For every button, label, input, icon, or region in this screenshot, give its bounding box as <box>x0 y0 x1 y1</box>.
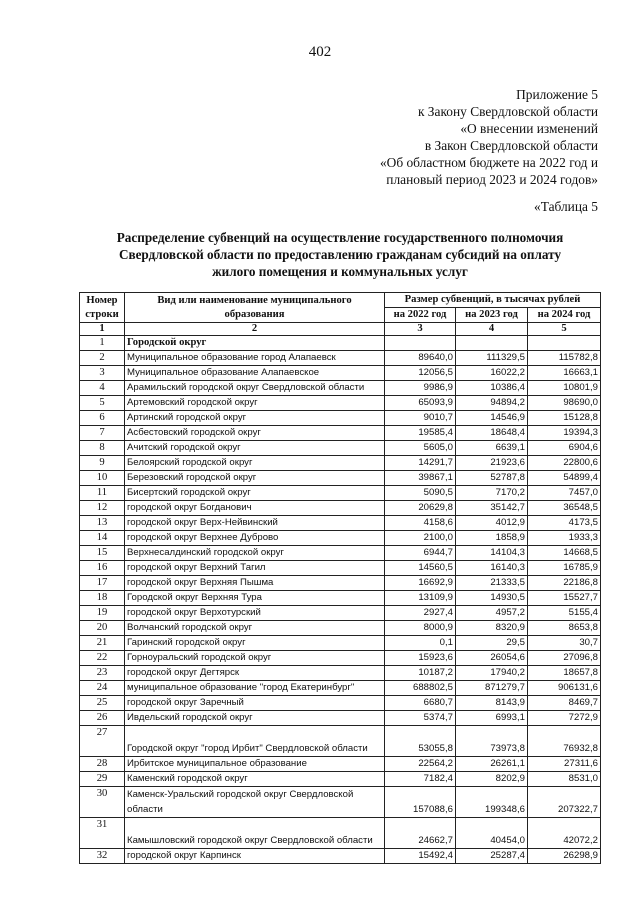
amount-2023-cell: 21923,6 <box>456 456 528 471</box>
row-number-cell: 28 <box>80 757 125 772</box>
amount-2024-cell: 4173,5 <box>528 516 601 531</box>
amount-2023-cell: 26054,6 <box>456 651 528 666</box>
table-row <box>80 772 601 787</box>
row-number-cell: 13 <box>80 516 125 531</box>
row-number-cell: 23 <box>80 666 125 681</box>
municipality-name-cell: Белоярский городской округ <box>125 456 385 471</box>
row-number-cell: 11 <box>80 486 125 501</box>
table-row <box>80 636 601 651</box>
municipality-name-cell: Каменск-Уральский городской округ Свердловской области <box>125 787 385 818</box>
table-row <box>80 366 601 381</box>
appendix-line: Приложение 5 <box>516 87 598 102</box>
amount-2023-cell: 8143,9 <box>456 696 528 711</box>
column-number: 3 <box>385 323 456 336</box>
amount-2024-cell: 906131,6 <box>528 681 601 696</box>
column-number: 2 <box>125 323 385 336</box>
row-number-cell: 31 <box>80 818 125 849</box>
table-row <box>80 651 601 666</box>
amount-2024-cell: 18657,8 <box>528 666 601 681</box>
amount-2023-cell: 4957,2 <box>456 606 528 621</box>
amount-2022-cell: 14560,5 <box>385 561 456 576</box>
municipality-name-cell: Городской округ <box>125 336 385 351</box>
row-number-cell: 10 <box>80 471 125 486</box>
column-number: 5 <box>528 323 601 336</box>
amount-2023-cell: 871279,7 <box>456 681 528 696</box>
amount-2023-cell: 16022,2 <box>456 366 528 381</box>
row-number-cell: 21 <box>80 636 125 651</box>
amount-2022-cell: 5605,0 <box>385 441 456 456</box>
amount-2023-cell: 10386,4 <box>456 381 528 396</box>
amount-2023-cell: 4012,9 <box>456 516 528 531</box>
municipality-name-cell: Горноуральский городской округ <box>125 651 385 666</box>
amount-2024-cell: 36548,5 <box>528 501 601 516</box>
table-row <box>80 757 601 772</box>
amount-2022-cell: 157088,6 <box>385 787 456 818</box>
subventions-table <box>79 292 601 864</box>
amount-2023-cell: 35142,7 <box>456 501 528 516</box>
page-number: 402 <box>308 44 332 60</box>
amount-2023-cell: 14930,5 <box>456 591 528 606</box>
amount-2024-cell: 27311,6 <box>528 757 601 772</box>
amount-2023-cell: 40454,0 <box>456 818 528 849</box>
header-amount-group: Размер субвенций, в тысячах рублей <box>385 293 601 308</box>
amount-2022-cell: 39867,1 <box>385 471 456 486</box>
table-row <box>80 336 601 351</box>
municipality-name-cell: городской округ Верхний Тагил <box>125 561 385 576</box>
header-2022: на 2022 год <box>385 308 456 323</box>
table-row <box>80 486 601 501</box>
row-number-cell: 8 <box>80 441 125 456</box>
municipality-name-cell: Муниципальное образование Алапаевское <box>125 366 385 381</box>
table-row <box>80 711 601 726</box>
table-row <box>80 576 601 591</box>
table-row <box>80 516 601 531</box>
amount-2024-cell: 42072,2 <box>528 818 601 849</box>
amount-2024-cell: 8653,8 <box>528 621 601 636</box>
amount-2022-cell: 65093,9 <box>385 396 456 411</box>
municipality-name-cell: Ирбитское муниципальное образование <box>125 757 385 772</box>
amount-2024-cell: 76932,8 <box>528 726 601 757</box>
amount-2023-cell: 52787,8 <box>456 471 528 486</box>
amount-2024-cell: 8469,7 <box>528 696 601 711</box>
row-number-cell: 22 <box>80 651 125 666</box>
municipality-name-cell: Бисертский городской округ <box>125 486 385 501</box>
table-row <box>80 531 601 546</box>
table-row <box>80 456 601 471</box>
amount-2023-cell: 14546,9 <box>456 411 528 426</box>
amount-2024-cell: 1933,3 <box>528 531 601 546</box>
row-number-cell: 24 <box>80 681 125 696</box>
amount-2024-cell: 10801,9 <box>528 381 601 396</box>
municipality-name-cell: Верхнесалдинский городской округ <box>125 546 385 561</box>
amount-2023-cell: 199348,6 <box>456 787 528 818</box>
amount-2023-cell: 25287,4 <box>456 849 528 864</box>
municipality-name-cell: Асбестовский городской округ <box>125 426 385 441</box>
municipality-name-cell: городской округ Верхотурский <box>125 606 385 621</box>
amount-2022-cell: 688802,5 <box>385 681 456 696</box>
row-number-cell: 32 <box>80 849 125 864</box>
amount-2022-cell: 2100,0 <box>385 531 456 546</box>
table-row <box>80 351 601 366</box>
table-row <box>80 501 601 516</box>
amount-2024-cell: 15128,8 <box>528 411 601 426</box>
amount-2023-cell: 8202,9 <box>456 772 528 787</box>
amount-2023-cell: 18648,4 <box>456 426 528 441</box>
municipality-name-cell: Артемовский городской округ <box>125 396 385 411</box>
table-row <box>80 696 601 711</box>
amount-2023-cell <box>456 336 528 351</box>
row-number-cell: 16 <box>80 561 125 576</box>
municipality-name-cell: Волчанский городской округ <box>125 621 385 636</box>
amount-2023-cell: 26261,1 <box>456 757 528 772</box>
amount-2024-cell: 207322,7 <box>528 787 601 818</box>
amount-2023-cell: 29,5 <box>456 636 528 651</box>
row-number-cell: 2 <box>80 351 125 366</box>
municipality-name-cell: Березовский городской округ <box>125 471 385 486</box>
appendix-line: «Об областном бюджете на 2022 год и <box>379 155 598 170</box>
row-number-cell: 14 <box>80 531 125 546</box>
amount-2024-cell: 16785,9 <box>528 561 601 576</box>
appendix-line: в Закон Свердловской области <box>424 138 598 153</box>
amount-2023-cell: 14104,3 <box>456 546 528 561</box>
amount-2023-cell: 6639,1 <box>456 441 528 456</box>
amount-2022-cell: 24662,7 <box>385 818 456 849</box>
title-line: Свердловской области по предоставлению гражданам субсидий на оплату <box>118 247 562 262</box>
amount-2023-cell: 94894,2 <box>456 396 528 411</box>
amount-2022-cell: 4158,6 <box>385 516 456 531</box>
column-number: 1 <box>80 323 125 336</box>
municipality-name-cell: городской округ Богданович <box>125 501 385 516</box>
municipality-name-cell: муниципальное образование "город Екатеринбург" <box>125 681 385 696</box>
row-number-cell: 29 <box>80 772 125 787</box>
appendix-reference <box>380 86 598 188</box>
amount-2024-cell: 8531,0 <box>528 772 601 787</box>
table-row <box>80 546 601 561</box>
row-number-cell: 17 <box>80 576 125 591</box>
amount-2024-cell: 22800,6 <box>528 456 601 471</box>
municipality-name-cell: Ивдельский городской округ <box>125 711 385 726</box>
amount-2022-cell: 89640,0 <box>385 351 456 366</box>
appendix-line: «О внесении изменений <box>460 121 598 136</box>
table-row <box>80 726 601 757</box>
amount-2024-cell: 22186,8 <box>528 576 601 591</box>
amount-2022-cell: 5374,7 <box>385 711 456 726</box>
table-label: «Таблица 5 <box>534 199 598 214</box>
amount-2024-cell: 5155,4 <box>528 606 601 621</box>
appendix-line: к Закону Свердловской области <box>417 104 598 119</box>
municipality-name-cell: городской округ Верхнее Дуброво <box>125 531 385 546</box>
amount-2022-cell: 53055,8 <box>385 726 456 757</box>
row-number-cell: 20 <box>80 621 125 636</box>
amount-2024-cell: 6904,6 <box>528 441 601 456</box>
document-title <box>60 229 620 280</box>
municipality-name-cell: Городской округ "город Ирбит" Свердловской области <box>125 726 385 757</box>
amount-2024-cell: 30,7 <box>528 636 601 651</box>
table-row <box>80 606 601 621</box>
row-number-cell: 7 <box>80 426 125 441</box>
row-number-cell: 6 <box>80 411 125 426</box>
municipality-name-cell: Ачитский городской округ <box>125 441 385 456</box>
municipality-name-cell: Гаринский городской округ <box>125 636 385 651</box>
table-body <box>80 336 601 864</box>
amount-2024-cell: 7272,9 <box>528 711 601 726</box>
municipality-name-cell: городской округ Дегтярск <box>125 666 385 681</box>
amount-2024-cell: 7457,0 <box>528 486 601 501</box>
row-number-cell: 18 <box>80 591 125 606</box>
table-row <box>80 396 601 411</box>
table-row <box>80 426 601 441</box>
amount-2022-cell: 15923,6 <box>385 651 456 666</box>
table-row <box>80 471 601 486</box>
municipality-name-cell: городской округ Карпинск <box>125 849 385 864</box>
municipality-name-cell: Камышловский городской округ Свердловской области <box>125 818 385 849</box>
amount-2022-cell: 9986,9 <box>385 381 456 396</box>
amount-2023-cell: 8320,9 <box>456 621 528 636</box>
header-2023: на 2023 год <box>456 308 528 323</box>
municipality-name-cell: Городской округ Верхняя Тура <box>125 591 385 606</box>
row-number-cell: 26 <box>80 711 125 726</box>
amount-2024-cell: 115782,8 <box>528 351 601 366</box>
municipality-name-cell: городской округ Заречный <box>125 696 385 711</box>
amount-2022-cell: 15492,4 <box>385 849 456 864</box>
amount-2022-cell <box>385 336 456 351</box>
municipality-name-cell: Муниципальное образование город Алапаевск <box>125 351 385 366</box>
row-number-cell: 15 <box>80 546 125 561</box>
amount-2024-cell: 19394,3 <box>528 426 601 441</box>
amount-2022-cell: 9010,7 <box>385 411 456 426</box>
amount-2022-cell: 5090,5 <box>385 486 456 501</box>
table-row <box>80 621 601 636</box>
amount-2024-cell: 26298,9 <box>528 849 601 864</box>
amount-2022-cell: 6680,7 <box>385 696 456 711</box>
amount-2023-cell: 1858,9 <box>456 531 528 546</box>
municipality-name-cell: городской округ Верх-Нейвинский <box>125 516 385 531</box>
municipality-name-cell: Каменский городской округ <box>125 772 385 787</box>
municipality-name-cell: Арамильский городской округ Свердловской области <box>125 381 385 396</box>
amount-2022-cell: 22564,2 <box>385 757 456 772</box>
amount-2022-cell: 14291,7 <box>385 456 456 471</box>
title-line: Распределение субвенций на осуществление государственного полномочия <box>116 230 564 245</box>
table-row <box>80 411 601 426</box>
amount-2024-cell: 27096,8 <box>528 651 601 666</box>
row-number-cell: 1 <box>80 336 125 351</box>
appendix-line: плановый период 2023 и 2024 годов» <box>386 172 598 187</box>
amount-2023-cell: 73973,8 <box>456 726 528 757</box>
table-row <box>80 818 601 849</box>
amount-2024-cell: 15527,7 <box>528 591 601 606</box>
header-municipality-name: Вид или наименование муниципального образования <box>125 293 385 323</box>
row-number-cell: 5 <box>80 396 125 411</box>
amount-2023-cell: 6993,1 <box>456 711 528 726</box>
header-2024: на 2024 год <box>528 308 601 323</box>
amount-2022-cell: 8000,9 <box>385 621 456 636</box>
amount-2024-cell: 14668,5 <box>528 546 601 561</box>
municipality-name-cell: городской округ Верхняя Пышма <box>125 576 385 591</box>
amount-2023-cell: 16140,3 <box>456 561 528 576</box>
amount-2024-cell: 98690,0 <box>528 396 601 411</box>
header-row-number: Номер строки <box>80 293 125 323</box>
amount-2022-cell: 19585,4 <box>385 426 456 441</box>
municipality-name-cell: Артинский городской округ <box>125 411 385 426</box>
row-number-cell: 19 <box>80 606 125 621</box>
amount-2022-cell: 12056,5 <box>385 366 456 381</box>
table-row <box>80 381 601 396</box>
table-row <box>80 441 601 456</box>
row-number-cell: 9 <box>80 456 125 471</box>
row-number-cell: 3 <box>80 366 125 381</box>
row-number-cell: 12 <box>80 501 125 516</box>
amount-2023-cell: 21333,5 <box>456 576 528 591</box>
table-row <box>80 591 601 606</box>
row-number-cell: 4 <box>80 381 125 396</box>
table-row <box>80 849 601 864</box>
amount-2023-cell: 111329,5 <box>456 351 528 366</box>
amount-2022-cell: 0,1 <box>385 636 456 651</box>
amount-2022-cell: 20629,8 <box>385 501 456 516</box>
amount-2022-cell: 10187,2 <box>385 666 456 681</box>
row-number-cell: 25 <box>80 696 125 711</box>
amount-2022-cell: 13109,9 <box>385 591 456 606</box>
amount-2022-cell: 16692,9 <box>385 576 456 591</box>
row-number-cell: 30 <box>80 787 125 818</box>
amount-2024-cell: 54899,4 <box>528 471 601 486</box>
amount-2024-cell: 16663,1 <box>528 366 601 381</box>
amount-2022-cell: 7182,4 <box>385 772 456 787</box>
amount-2024-cell <box>528 336 601 351</box>
amount-2022-cell: 6944,7 <box>385 546 456 561</box>
column-number: 4 <box>456 323 528 336</box>
table-row <box>80 787 601 818</box>
amount-2023-cell: 17940,2 <box>456 666 528 681</box>
amount-2022-cell: 2927,4 <box>385 606 456 621</box>
amount-2023-cell: 7170,2 <box>456 486 528 501</box>
table-row <box>80 561 601 576</box>
row-number-cell: 27 <box>80 726 125 757</box>
table-row <box>80 681 601 696</box>
title-line: жилого помещения и коммунальных услуг <box>212 264 468 279</box>
table-row <box>80 666 601 681</box>
